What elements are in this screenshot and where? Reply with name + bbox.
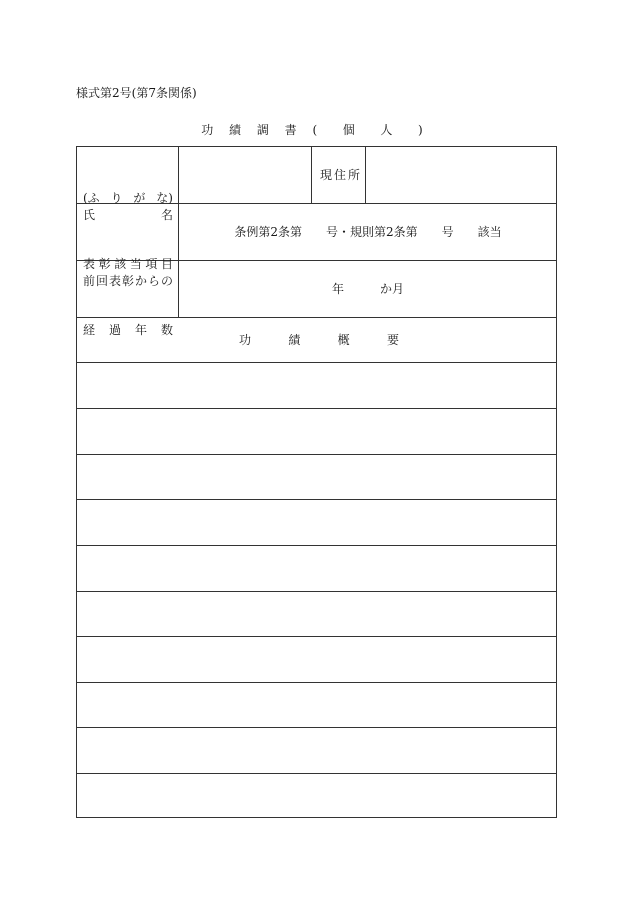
document-title: 功 績 調 書 ( 個 人 )	[201, 123, 429, 137]
header-char: 績	[288, 333, 301, 347]
label-char: 表	[83, 257, 96, 271]
row-divider	[77, 727, 556, 728]
elapsed-label-line1: 前回表彰からの	[83, 274, 175, 288]
header-char: 要	[386, 333, 399, 347]
row-divider	[77, 636, 556, 637]
award-item-value: 条例第2条第 号・規則第2条第 号 該当	[234, 225, 502, 239]
furigana-char: な)	[156, 191, 173, 205]
row-divider	[77, 499, 556, 500]
label-char: 彰	[98, 257, 111, 271]
elapsed-label-line2	[83, 290, 173, 370]
summary-header	[239, 332, 399, 348]
form-number: 様式第2号(第7条関係)	[76, 86, 197, 100]
header-char: 概	[337, 333, 350, 347]
furigana-char: が	[133, 191, 146, 205]
label-char: 当	[129, 257, 142, 271]
furigana-char: (ふ	[83, 191, 100, 205]
merit-form-table	[76, 146, 557, 818]
label-char: 該	[114, 257, 127, 271]
label-char: 年	[134, 323, 147, 337]
label-char: 目	[160, 257, 173, 271]
name-label-char: 氏	[83, 208, 96, 222]
label-char: 項	[145, 257, 158, 271]
row-divider	[77, 408, 556, 409]
header-char: 功	[239, 333, 252, 347]
name-label-char: 名	[160, 208, 173, 222]
address-label-left-divider	[311, 147, 312, 203]
row-divider	[77, 773, 556, 774]
elapsed-value: 年 か月	[331, 282, 404, 296]
label-char: 過	[108, 323, 121, 337]
label-char: 経	[83, 323, 96, 337]
row-divider	[77, 682, 556, 683]
label-char: 数	[160, 323, 173, 337]
furigana-char: り	[110, 191, 123, 205]
address-label: 現住所	[320, 168, 363, 182]
row-divider	[77, 545, 556, 546]
row-divider	[77, 454, 556, 455]
address-label-right-divider	[365, 147, 366, 203]
row-divider	[77, 591, 556, 592]
